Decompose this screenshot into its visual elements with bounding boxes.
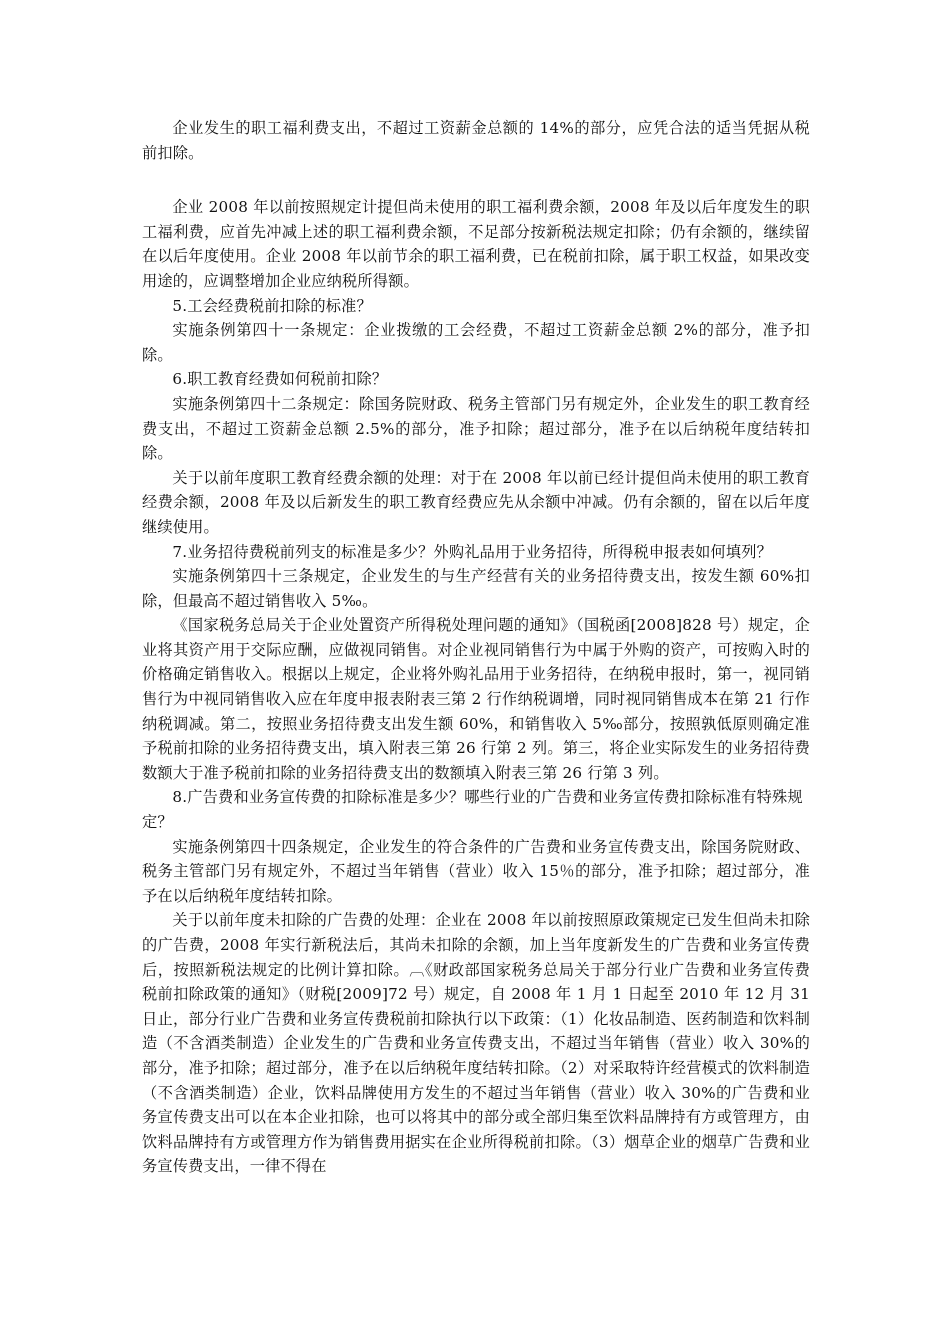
document-page xyxy=(142,116,810,1179)
paragraph-advertising-prior-years: 关于以前年度未扣除的广告费的处理：企业在 2008 年以前按照原政策规定已发生但尚未扣除的广告费，2008 年实行新税法后，其尚未扣除的余额，加上当年度新发生的广告费和业务宣传费后，按照新税法规定的比例计算扣除。︹《财政部国家税务总局关于部分行业广告费和业务宣传费税前扣除政策的通知》（财税[2009]72 号）规定，自 2008 年 1 月 1 日起至 2010 年 12 月 31 日止，部分行业广告费和业务宣传费税前扣除执行以下政策：（1）化妆品制造、医药制造和饮料制造（不含酒类制造）企业发生的广告费和业务宣传费支出，不超过当年销售（营业）收入 30%的部分，准予扣除；超过部分，准予在以后纳税年度结转扣除。（2）对采取特许经营模式的饮料制造（不含酒类制造）企业，饮料品牌使用方发生的不超过当年销售（营业）收入 30%的广告费和业务宣传费支出可以在本企业扣除，也可以将其中的部分或全部归集至饮料品牌持有方或管理方，由饮料品牌持有方或管理方作为销售费用据实在企业所得税前扣除。（3）烟草企业的烟草广告费和业务宣传费支出，一律不得在 xyxy=(142,911,810,1176)
paragraph-entertainment-limit: 实施条例第四十三条规定，企业发生的与生产经营有关的业务招待费支出，按发生额 60%扣除，但最高不超过销售收入 5‰。 xyxy=(142,567,810,610)
paragraph-advertising-limit: 实施条例第四十四条规定，企业发生的符合条件的广告费和业务宣传费支出，除国务院财政、税务主管部门另有规定外，不超过当年销售（营业）收入 15％的部分，准予扣除；超过部分，准予在以后纳税年度结转扣除。 xyxy=(142,837,810,905)
paragraph-gap xyxy=(142,165,810,195)
paragraph-education-balance: 关于以前年度职工教育经费余额的处理：对于在 2008 年以前已经计提但尚未使用的职工教育经费余额，2008 年及以后新发生的职工教育经费应先从余额中冲减。仍有余额的，留在以后年度继续使用。 xyxy=(142,468,810,536)
heading-union-fees: 5.工会经费税前扣除的标准？ xyxy=(172,296,372,315)
paragraph-union-fees: 实施条例第四十一条规定：企业拨缴的工会经费，不超过工资薪金总额 2%的部分，准予扣除。 xyxy=(142,321,810,364)
paragraph-education-fees: 实施条例第四十二条规定：除国务院财政、税务主管部门另有规定外，企业发生的职工教育经费支出，不超过工资薪金总额 2.5%的部分，准予扣除；超过部分，准予在以后纳税年度结转扣除。 xyxy=(142,394,810,463)
paragraph-welfare-balance: 企业 2008 年以前按照规定计提但尚未使用的职工福利费余额，2008 年及以后年度发生的职工福利费，应首先冲减上述的职工福利费余额，不足部分按新税法规定扣除；仍有余额的，继续留在以后年度使用。企业 2008 年以前节余的职工福利费，已在税前扣除，属于职工权益，如果改变用途的，应调整增加企业应纳税所得额。 xyxy=(142,198,810,290)
heading-education-fees: 6.职工教育经费如何税前扣除？ xyxy=(172,370,388,389)
paragraph-welfare-limit: 企业发生的职工福利费支出，不超过工资薪金总额的 14%的部分，应凭合法的适当凭据从税前扣除。 xyxy=(142,119,810,162)
heading-entertainment-expenses: 7.业务招待费税前列支的标准是多少？外购礼品用于业务招待，所得税申报表如何填列？ xyxy=(172,542,773,561)
paragraph-entertainment-filing: 《国家税务总局关于企业处置资产所得税处理问题的通知》（国税函[2008]828 号）规定，企业将其资产用于交际应酬，应做视同销售。对企业视同销售行为中属于外购的资产，可按购入时的价格确定销售收入。根据以上规定，企业将外购礼品用于业务招待，在纳税申报时，第一，视同销售行为中视同销售收入应在年度申报表附表三第 2 行作纳税调增，同时视同销售成本在第 21 行作纳税调减。第二，按照业务招待费支出发生额 60%，和销售收入 5‰部分，按照孰低原则确定准予税前扣除的业务招待费支出，填入附表三第 26 行第 2 列。第三，将企业实际发生的业务招待费数额大于准予税前扣除的业务招待费支出的数额填入附表三第 26 行第 3 列。 xyxy=(142,616,810,782)
heading-advertising-expenses: 8.广告费和业务宣传费的扣除标准是多少？哪些行业的广告费和业务宣传费扣除标准有特殊规定？ xyxy=(142,788,803,832)
